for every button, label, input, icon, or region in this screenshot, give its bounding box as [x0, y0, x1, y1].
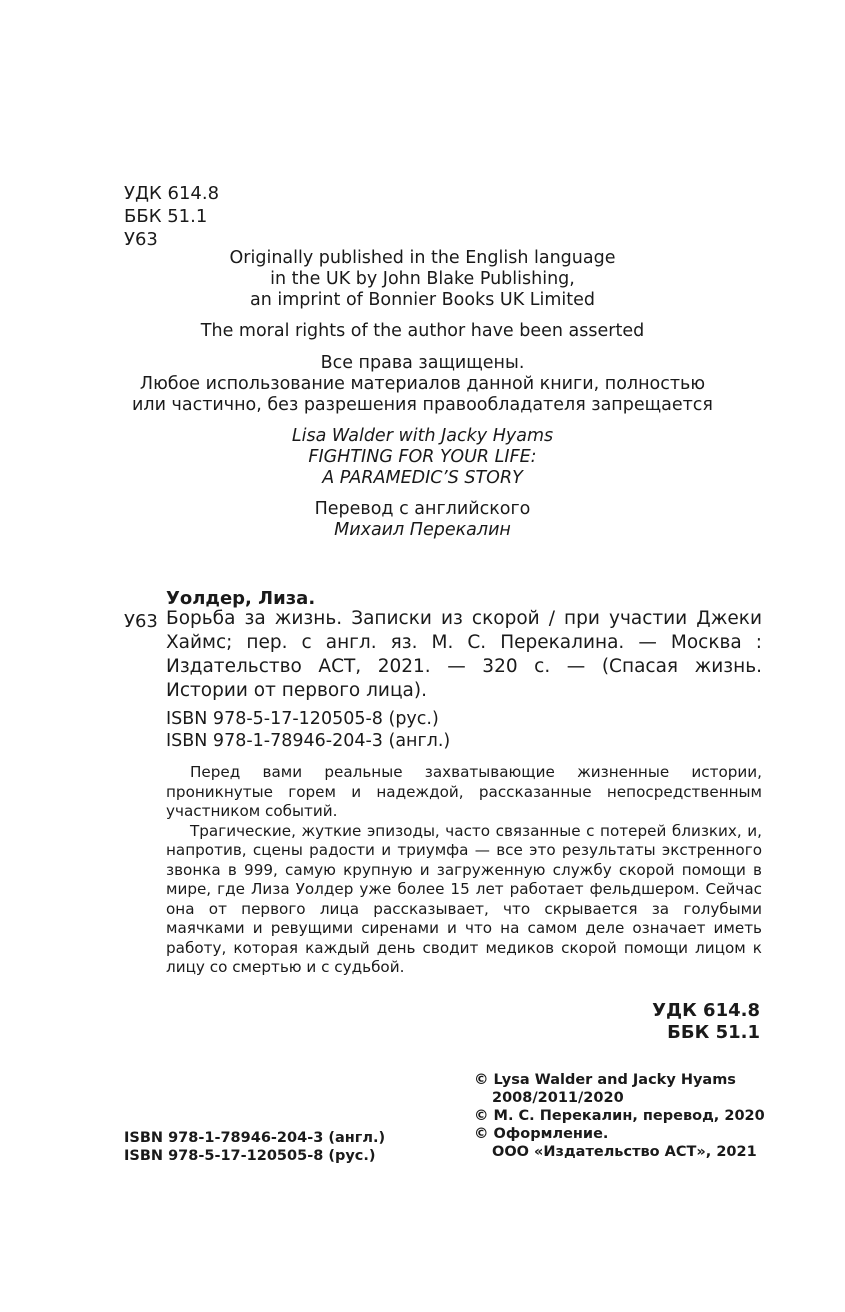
- copyright-line: 2008/2011/2020: [492, 1090, 624, 1106]
- copyright-line: © Lysa Walder and Jacky Hyams: [474, 1072, 736, 1088]
- moral-rights: The moral rights of the author have been asserted: [200, 321, 645, 341]
- isbn-bottom-block: [124, 1129, 385, 1165]
- catalog-author: Уолдер, Лиза.: [166, 588, 316, 609]
- catalog-entry: Борьба за жизнь. Записки из скорой / при участии Джеки Хаймс; пер. с англ. яз. М. С. Перекалина. — Москва : Издательство АСТ, 2021. — 320 с. — (Спасая жизнь. Истории от первого лица).: [166, 608, 762, 701]
- annotation-paragraph: Перед вами реальные захватывающие жизненные истории, проникнутые горем и надеждой, рассказанные непосредственным участником событий.: [166, 763, 762, 820]
- copyright-line: © Оформление.: [474, 1126, 609, 1142]
- copyright-line: © М. С. Перекалин, перевод, 2020: [474, 1108, 765, 1124]
- classification-codes: [124, 182, 219, 251]
- translation-label: Перевод с английского: [314, 499, 531, 519]
- bbk-code: ББК 51.1: [124, 206, 208, 227]
- original-publication-notice: [0, 248, 845, 311]
- original-line: in the UK by John Blake Publishing,: [270, 269, 575, 289]
- translation-block: [0, 499, 845, 541]
- udk-code: УДК 614.8: [652, 1000, 760, 1021]
- annotation-paragraph: Трагические, жуткие эпизоды, часто связанные с потерей близких, и, напротив, сцены радости и триумфа — все это результаты экстренного звонка в 999, самую крупную и загруженную службу скорой помощи в мире, где Лиза Уолдер уже более 15 лет работает фельдшером. Сейчас она от первого лица рассказывает, что скрывается за голубыми маячками и ревущими сиренами и что на самом деле означает иметь работу, которая каждый день сводит медиков скорой помощи лицом к лицу со смертью и с судьбой.: [166, 821, 762, 976]
- catalog-isbn-block: [166, 708, 450, 752]
- rights-line: или частично, без разрешения правообладателя запрещается: [132, 395, 713, 415]
- original-subtitle: A PARAMEDIC’S STORY: [322, 468, 523, 488]
- isbn-en: ISBN 978-1-78946-204-3 (англ.): [124, 1130, 386, 1146]
- udk-code: УДК 614.8: [124, 183, 220, 204]
- translator-name: Михаил Перекалин: [334, 520, 511, 540]
- rights-line: Любое использование материалов данной книги, полностью: [139, 374, 706, 394]
- catalog-index: У63: [124, 611, 158, 632]
- classification-codes-right: [560, 1000, 760, 1044]
- isbn-ru: ISBN 978-5-17-120505-8 (рус.): [166, 709, 439, 729]
- original-title: FIGHTING FOR YOUR LIFE:: [308, 447, 537, 467]
- original-title-block: [0, 426, 845, 489]
- bbk-code: ББК 51.1: [667, 1022, 760, 1043]
- isbn-ru: ISBN 978-5-17-120505-8 (рус.): [124, 1148, 376, 1164]
- original-line: an imprint of Bonnier Books UK Limited: [249, 290, 596, 310]
- author-mark: У63: [124, 229, 158, 250]
- copyright-block: [474, 1071, 765, 1161]
- original-authors: Lisa Walder with Jacky Hyams: [291, 426, 554, 446]
- rights-notice: [0, 353, 845, 416]
- isbn-en: ISBN 978-1-78946-204-3 (англ.): [166, 731, 451, 751]
- copyright-line: ООО «Издательство АСТ», 2021: [492, 1144, 757, 1160]
- original-line: Originally published in the English language: [229, 248, 616, 268]
- annotation: [166, 763, 762, 978]
- rights-line: Все права защищены.: [320, 353, 525, 373]
